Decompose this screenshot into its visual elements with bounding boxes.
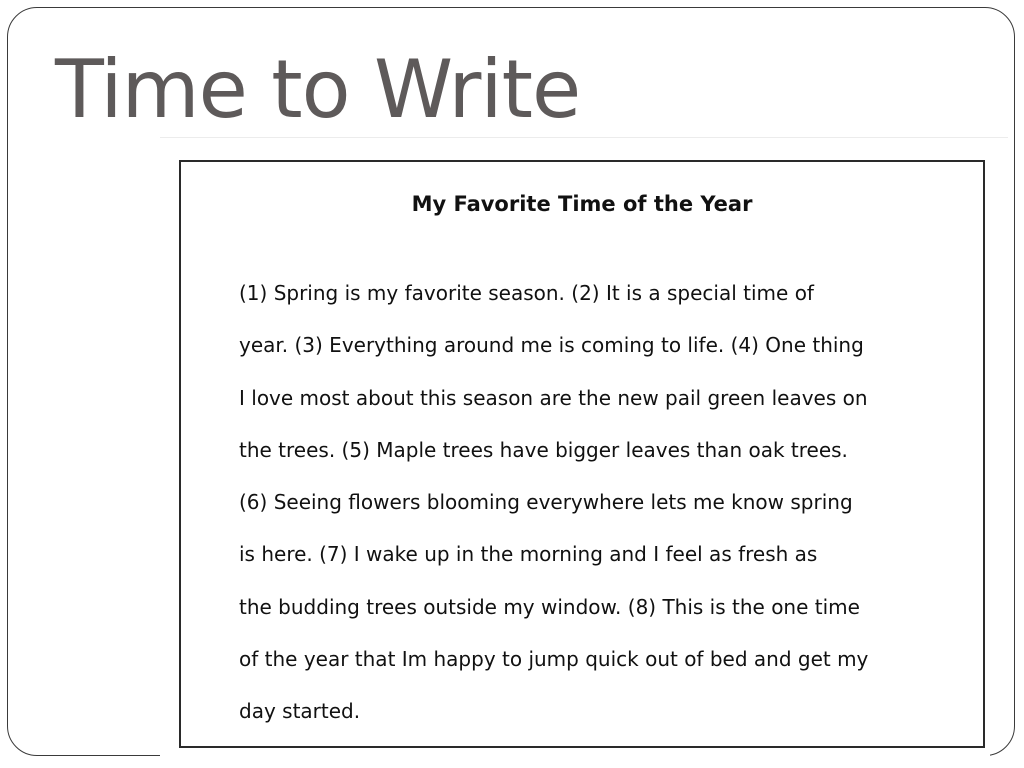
passage-line: is here. (7) I wake up in the morning and I feel as fresh as xyxy=(239,542,818,567)
passage-line: (1) Spring is my favorite season. (2) It is a special time of xyxy=(239,281,814,305)
passage-line: day started. xyxy=(239,699,361,724)
passage-line: I love most about this season are the new pail green leaves on xyxy=(239,385,868,410)
passage-text xyxy=(239,267,979,738)
writing-passage-box xyxy=(179,160,985,748)
passage-line: of the year that Im happy to jump quick out of bed and get my xyxy=(239,647,869,672)
frame-gap xyxy=(160,750,990,762)
passage-line: year. (3) Everything around me is coming to life. (4) One thing xyxy=(239,333,864,358)
passage-line: the budding trees outside my window. (8) This is the one time xyxy=(239,594,860,619)
passage-title: My Favorite Time of the Year xyxy=(411,192,753,216)
passage-line: (6) Seeing flowers blooming everywhere lets me know spring xyxy=(239,490,853,515)
passage-line: the trees. (5) Maple trees have bigger leaves than oak trees. xyxy=(239,437,848,462)
slide-title: Time to Write xyxy=(55,43,581,136)
title-divider xyxy=(160,137,1008,138)
